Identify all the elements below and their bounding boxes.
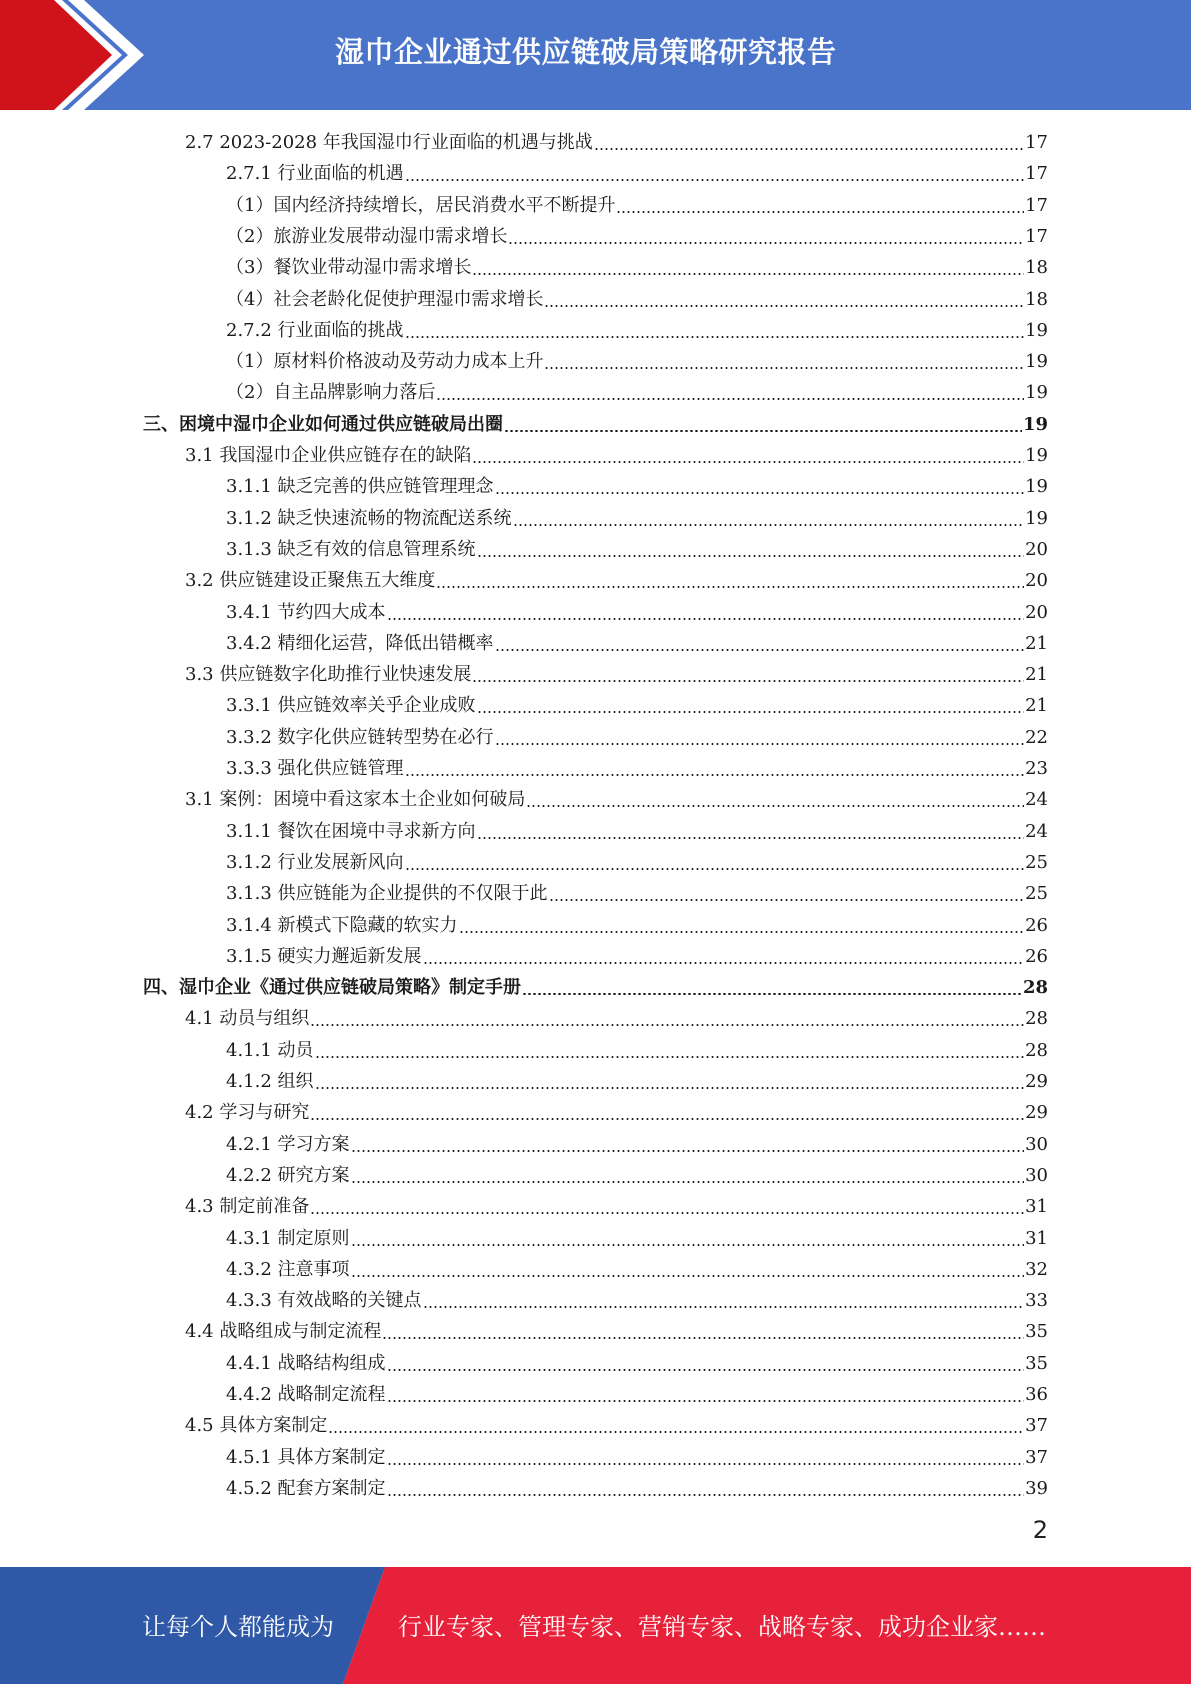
toc-entry-page: 31 [1025, 1227, 1048, 1249]
toc-entry[interactable] [226, 878, 1048, 909]
toc-entry-page: 35 [1025, 1352, 1048, 1374]
toc-entry[interactable] [226, 753, 1048, 784]
toc-dot-leader [310, 1212, 1024, 1214]
toc-entry[interactable] [226, 1129, 1048, 1160]
report-title: 湿巾企业通过供应链破局策略研究报告 [335, 34, 837, 69]
toc-entry-title: 3.1.1 餐饮在困境中寻求新方向 [226, 820, 476, 842]
toc-entry[interactable] [226, 1066, 1048, 1097]
toc-entry-page: 18 [1025, 257, 1048, 279]
toc-entry-title: 3.3.2 数字化供应链转型势在必行 [226, 726, 494, 748]
toc-dot-leader [477, 555, 1025, 557]
toc-dot-leader [472, 273, 1024, 275]
toc-entry-page: 24 [1025, 789, 1048, 811]
toc-entry-page: 26 [1025, 914, 1048, 936]
toc-dot-leader [315, 1087, 1025, 1089]
toc-entry-page: 28 [1022, 977, 1048, 999]
toc-entry-page: 37 [1025, 1415, 1048, 1437]
toc-entry[interactable] [226, 941, 1048, 972]
toc-entry-page: 19 [1025, 319, 1048, 341]
toc-entry-title: 3.1.3 供应链能为企业提供的不仅限于此 [226, 883, 548, 905]
toc-entry-title: 3.1.3 缺乏有效的信息管理系统 [226, 538, 476, 560]
toc-entry-page: 21 [1025, 664, 1048, 686]
toc-entry-title: （1）国内经济持续增长，居民消费水平不断提升 [226, 194, 616, 216]
toc-dot-leader [504, 430, 1022, 432]
toc-entry-title: 2.7.1 行业面临的机遇 [226, 163, 404, 185]
toc-entry-page: 19 [1025, 445, 1048, 466]
toc-dot-leader [382, 1337, 1024, 1339]
toc-entry-page: 22 [1025, 726, 1048, 748]
toc-entry[interactable] [185, 1410, 1048, 1441]
footer-slogan-lead: 让每个人都能成为 [142, 1613, 334, 1641]
toc-entry-page: 29 [1025, 1071, 1048, 1092]
toc-entry[interactable] [226, 1379, 1048, 1410]
toc-entry-title: 3.4.2 精细化运营，降低出错概率 [226, 632, 494, 654]
toc-entry[interactable] [226, 597, 1048, 628]
toc-entry-page: 17 [1025, 194, 1048, 216]
toc-entry[interactable] [226, 1035, 1048, 1066]
toc-entry-title: 4.4.1 战略结构组成 [226, 1352, 386, 1374]
toc-entry[interactable] [185, 1003, 1048, 1034]
toc-entry[interactable] [226, 377, 1048, 408]
page-number: 2 [1032, 1516, 1048, 1544]
toc-entry-page: 25 [1025, 851, 1048, 873]
toc-dot-leader [405, 774, 1025, 776]
toc-dot-leader [405, 179, 1025, 181]
toc-entry[interactable] [226, 503, 1048, 534]
toc-dot-leader [459, 931, 1025, 933]
toc-entry[interactable] [226, 690, 1048, 721]
toc-entry-title: 4.4.2 战略制定流程 [226, 1384, 386, 1405]
toc-entry[interactable] [143, 972, 1048, 1003]
footer-slogan-roles: 行业专家、管理专家、营销专家、战略专家、成功企业家…… [398, 1613, 1046, 1641]
toc-entry-page: 21 [1025, 632, 1048, 654]
toc-entry-title: （2）自主品牌影响力落后 [226, 382, 436, 404]
toc-entry-page: 21 [1025, 695, 1048, 717]
toc-dot-leader [495, 743, 1025, 745]
toc-entry-title: 3.1.2 行业发展新风向 [226, 851, 404, 873]
toc-entry-page: 30 [1025, 1133, 1048, 1155]
header-chevron-decoration [0, 0, 160, 110]
toc-entry[interactable] [226, 346, 1048, 377]
toc-dot-leader [310, 1118, 1024, 1120]
toc-entry-title: 4.1.1 动员 [226, 1039, 314, 1061]
toc-entry-page: 31 [1025, 1196, 1048, 1218]
toc-dot-leader [544, 305, 1024, 307]
toc-dot-leader [387, 1494, 1025, 1496]
toc-dot-leader [616, 211, 1024, 213]
toc-entry[interactable] [226, 847, 1048, 878]
toc-entry-page: 28 [1025, 1039, 1048, 1061]
toc-entry[interactable] [185, 127, 1048, 158]
toc-entry-page: 17 [1025, 132, 1048, 153]
toc-entry-page: 19 [1025, 507, 1048, 529]
toc-entry-title: 3.4.1 节约四大成本 [226, 601, 386, 623]
toc-entry[interactable] [185, 1191, 1048, 1222]
toc-entry-title: 3.2 供应链建设正聚焦五大维度 [185, 570, 436, 592]
toc-entry-title: 4.3.3 有效战略的关键点 [226, 1290, 422, 1312]
toc-entry-title: 4.3.2 注意事项 [226, 1258, 350, 1280]
toc-entry-page: 36 [1025, 1384, 1048, 1405]
toc-entry-title: 4.5 具体方案制定 [185, 1415, 328, 1437]
toc-entry-page: 32 [1025, 1258, 1048, 1280]
toc-dot-leader [495, 492, 1025, 494]
toc-dot-leader [513, 524, 1025, 526]
toc-entry[interactable] [226, 1473, 1048, 1504]
toc-dot-leader [436, 398, 1024, 400]
toc-dot-leader [495, 649, 1025, 651]
toc-dot-leader [423, 1306, 1025, 1308]
toc-entry-title: 3.1 我国湿巾企业供应链存在的缺陷 [185, 445, 472, 466]
toc-entry-title: （3）餐饮业带动湿巾需求增长 [226, 257, 472, 279]
toc-entry[interactable] [185, 659, 1048, 690]
toc-entry-title: （2）旅游业发展带动湿巾需求增长 [226, 225, 508, 247]
toc-dot-leader [544, 367, 1024, 369]
toc-entry[interactable] [185, 784, 1048, 815]
toc-entry-title: 3.3.1 供应链效率关乎企业成败 [226, 695, 476, 717]
toc-entry[interactable] [226, 534, 1048, 565]
toc-entry[interactable] [226, 252, 1048, 283]
toc-entry-page: 35 [1025, 1321, 1048, 1343]
toc-entry-title: 2.7.2 行业面临的挑战 [226, 319, 404, 341]
toc-entry-title: 3.3 供应链数字化助推行业快速发展 [185, 664, 472, 686]
toc-entry-title: 3.1.1 缺乏完善的供应链管理理念 [226, 476, 494, 498]
toc-entry-title: 4.2.1 学习方案 [226, 1133, 350, 1155]
toc-entry-page: 28 [1025, 1008, 1048, 1030]
toc-entry-page: 39 [1025, 1477, 1048, 1499]
toc-entry[interactable] [226, 190, 1048, 221]
toc-dot-leader [549, 899, 1025, 901]
toc-entry-page: 18 [1025, 288, 1048, 310]
toc-entry-title: 4.1.2 组织 [226, 1071, 314, 1092]
toc-entry[interactable] [226, 816, 1048, 847]
toc-entry-title: 4.2.2 研究方案 [226, 1164, 350, 1186]
toc-dot-leader [477, 837, 1025, 839]
toc-entry-title: 3.3.3 强化供应链管理 [226, 758, 404, 779]
toc-entry-page: 19 [1022, 413, 1048, 435]
toc-entry[interactable] [226, 1348, 1048, 1379]
toc-entry-page: 19 [1025, 351, 1048, 373]
toc-entry-title: 4.3 制定前准备 [185, 1196, 310, 1218]
toc-entry-page: 26 [1025, 945, 1048, 967]
toc-entry[interactable] [185, 1316, 1048, 1347]
toc-entry-page: 33 [1025, 1290, 1048, 1312]
toc-entry-page: 30 [1025, 1164, 1048, 1186]
toc-dot-leader [387, 1463, 1025, 1465]
toc-entry[interactable] [226, 628, 1048, 659]
toc-entry[interactable] [226, 471, 1048, 502]
toc-dot-leader [423, 962, 1025, 964]
toc-entry-page: 17 [1025, 225, 1048, 247]
toc-entry-title: 3.1.2 缺乏快速流畅的物流配送系统 [226, 507, 512, 529]
toc-entry-page: 20 [1025, 570, 1048, 592]
toc-entry[interactable] [226, 910, 1048, 941]
toc-entry-title: 4.3.1 制定原则 [226, 1227, 350, 1249]
toc-entry-page: 24 [1025, 820, 1048, 842]
toc-entry-page: 19 [1025, 476, 1048, 498]
toc-entry-page: 29 [1025, 1102, 1048, 1124]
toc-entry-page: 20 [1025, 538, 1048, 560]
toc-entry-title: 3.1 案例：困境中看这家本土企业如何破局 [185, 789, 526, 811]
toc-entry-title: 3.1.5 硬实力邂逅新发展 [226, 945, 422, 967]
toc-entry[interactable] [185, 1097, 1048, 1128]
toc-entry-title: 4.5.1 具体方案制定 [226, 1446, 386, 1468]
toc-entry[interactable] [226, 1160, 1048, 1191]
toc-dot-leader [522, 993, 1022, 995]
report-header [0, 0, 1191, 110]
toc-entry-title: 2.7 2023-2028 年我国湿巾行业面临的机遇与挑战 [185, 132, 593, 153]
toc-dot-leader [594, 148, 1024, 150]
toc-entry-title: 4.1 动员与组织 [185, 1008, 310, 1030]
toc-dot-leader [405, 868, 1025, 870]
toc-dot-leader [351, 1181, 1025, 1183]
toc-entry-title: （4）社会老龄化促使护理湿巾需求增长 [226, 288, 544, 310]
toc-dot-leader [310, 1024, 1024, 1026]
toc-dot-leader [472, 461, 1024, 463]
toc-entry[interactable] [185, 440, 1048, 471]
toc-entry-title: 三、困境中湿巾企业如何通过供应链破局出圈 [143, 413, 503, 435]
toc-dot-leader [387, 1369, 1025, 1371]
toc-entry-title: （1）原材料价格波动及劳动力成本上升 [226, 351, 544, 373]
toc-dot-leader [351, 1150, 1025, 1152]
toc-entry[interactable] [226, 1442, 1048, 1473]
toc-dot-leader [387, 618, 1025, 620]
toc-entry[interactable] [226, 1254, 1048, 1285]
toc-entry[interactable] [226, 1285, 1048, 1316]
toc-entry[interactable] [226, 1223, 1048, 1254]
toc-entry-page: 23 [1025, 758, 1048, 779]
toc-entry[interactable] [226, 284, 1048, 315]
report-footer [0, 1567, 1191, 1684]
toc-entry-page: 25 [1025, 883, 1048, 905]
toc-dot-leader [328, 1431, 1024, 1433]
toc-entry-page: 37 [1025, 1446, 1048, 1468]
toc-entry-page: 17 [1025, 163, 1048, 185]
toc-entry[interactable] [226, 722, 1048, 753]
toc-entry[interactable] [226, 158, 1048, 189]
toc-entry[interactable] [185, 565, 1048, 596]
toc-entry[interactable] [226, 315, 1048, 346]
toc-entry-page: 20 [1025, 601, 1048, 623]
toc-dot-leader [526, 805, 1024, 807]
toc-dot-leader [477, 711, 1025, 713]
toc-dot-leader [387, 1400, 1025, 1402]
toc-entry-page: 19 [1025, 382, 1048, 404]
toc-dot-leader [472, 680, 1024, 682]
toc-entry-title: 四、湿巾企业《通过供应链破局策略》制定手册 [143, 977, 521, 999]
toc-entry-title: 3.1.4 新模式下隐藏的软实力 [226, 914, 458, 936]
toc-dot-leader [405, 336, 1025, 338]
toc-dot-leader [315, 1056, 1025, 1058]
toc-entry[interactable] [226, 221, 1048, 252]
toc-entry-title: 4.2 学习与研究 [185, 1102, 310, 1124]
toc-entry-title: 4.4 战略组成与制定流程 [185, 1321, 382, 1343]
toc-dot-leader [436, 586, 1024, 588]
toc-entry[interactable] [143, 409, 1048, 440]
toc-dot-leader [351, 1244, 1025, 1246]
toc-entry-title: 4.5.2 配套方案制定 [226, 1477, 386, 1499]
toc-dot-leader [351, 1275, 1025, 1277]
toc-dot-leader [508, 242, 1024, 244]
